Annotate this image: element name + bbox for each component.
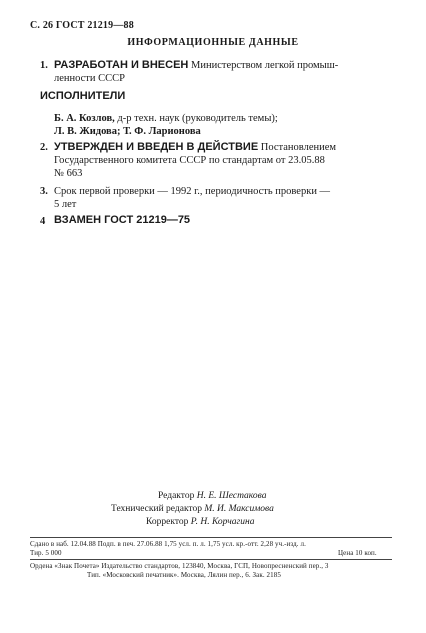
item-2-text-c: № 663	[54, 168, 83, 179]
imprint-circulation: Тир. 5 000	[30, 549, 62, 557]
imprint-middle-rule	[30, 559, 392, 560]
imprint-line-1: Сдано в наб. 12.04.88 Подп. в печ. 27.06.88 1,75 усл. п. л. 1,75 усл. кр.-отт. 2,28 уч.-изд. л.	[30, 540, 306, 548]
corrector-name: Р. Н. Корчагина	[190, 517, 255, 527]
executor-kozlov: Б. А. Козлов,	[54, 113, 115, 124]
item-3-number: 3.	[40, 186, 48, 197]
page-header: С. 26 ГОСТ 21219—88	[30, 20, 134, 31]
item-1-caption: РАЗРАБОТАН И ВНЕСЕН	[54, 59, 189, 71]
tech-editor-line	[111, 503, 274, 516]
item-2-text-a: Постановлением	[260, 142, 337, 153]
corrector-role: Корректор	[146, 517, 189, 527]
imprint-printer: Тип. «Московский печатник». Москва, Лялин пер., 6. Зак. 2185	[87, 571, 281, 579]
item-1-text-b: ленности СССР	[54, 73, 125, 84]
imprint-price: Цена 10 коп.	[338, 549, 377, 557]
item-4-number: 4	[40, 216, 46, 227]
editor-name: Н. Е. Шестакова	[196, 491, 267, 501]
section-title: ИНФОРМАЦИОННЫЕ ДАННЫЕ	[127, 37, 299, 48]
editor-line	[158, 490, 266, 503]
tech-editor-role: Технический редактор	[111, 504, 202, 514]
corrector-line	[146, 516, 254, 529]
tech-editor-name: М. И. Максимова	[204, 504, 274, 514]
item-2-text-b: Государственного комитета СССР по стандартам от 23.05.88	[54, 155, 325, 166]
item-1-text-a: Министерством легкой промыш-	[191, 60, 339, 71]
item-3-text-b: 5 лет	[54, 199, 77, 210]
item-2-caption: УТВЕРЖДЕН И ВВЕДЕН В ДЕЙСТВИЕ	[54, 141, 259, 153]
imprint-publisher: Ордена «Знак Почета» Издательство стандартов, 123840, Москва, ГСП, Новопресненский пер., 3	[30, 562, 329, 570]
item-2-number: 2.	[40, 142, 48, 153]
imprint-top-rule	[30, 537, 392, 538]
editor-role: Редактор	[158, 491, 195, 501]
executors-line-1	[54, 112, 278, 125]
item-1-number: 1.	[40, 60, 48, 71]
item-2-line-1	[54, 141, 336, 154]
executors-line-2: Л. В. Жидова; Т. Ф. Ларионова	[54, 126, 201, 137]
executor-kozlov-title: д-р техн. наук (руководитель темы);	[117, 113, 278, 124]
executors-label: ИСПОЛНИТЕЛИ	[40, 90, 126, 102]
item-1-line-1	[54, 59, 394, 72]
item-4-caption: ВЗАМЕН ГОСТ 21219—75	[54, 214, 191, 226]
item-3-text-a: Срок первой проверки — 1992 г., периодичность проверки —	[54, 186, 331, 197]
